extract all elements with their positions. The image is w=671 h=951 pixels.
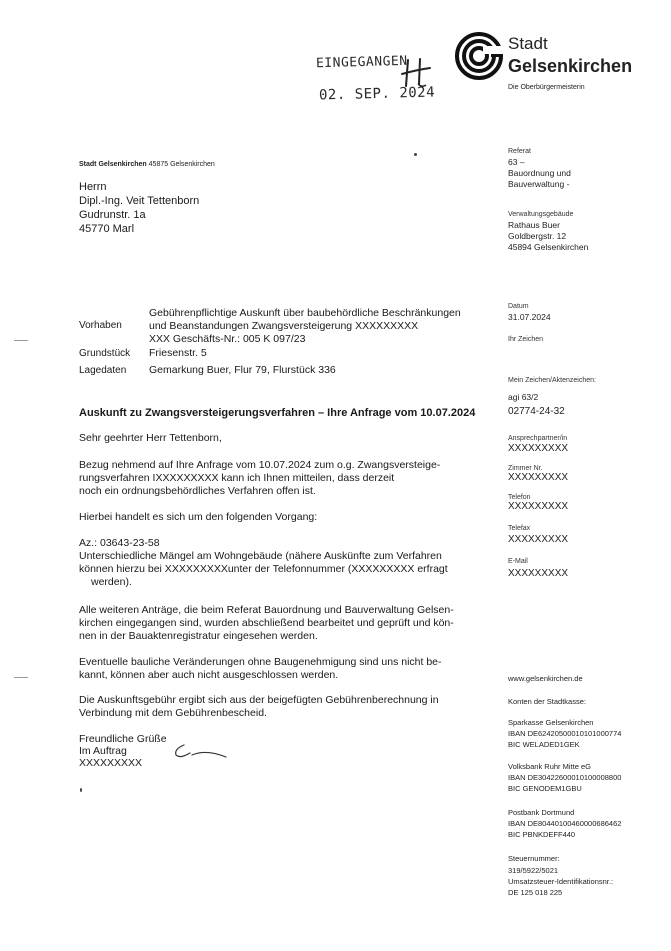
- fold-mark: [14, 677, 28, 678]
- bank-name: Sparkasse Gelsenkirchen: [508, 718, 594, 727]
- speck-mark: [414, 153, 417, 156]
- received-stamp-date: 02. SEP. 2024: [318, 84, 436, 104]
- paragraph-line: Die Auskunftsgebühr ergibt sich aus der beigefügten Gebührenberechnung in: [79, 694, 439, 706]
- vorhaben-line: Gebührenpflichtige Auskunft über baubehördliche Beschränkungen: [149, 307, 461, 319]
- brand-city: Gelsenkirchen: [508, 56, 633, 76]
- lagedaten-label: Lagedaten: [79, 365, 127, 376]
- tax-label: Steuernummer:: [508, 854, 560, 863]
- contact-value: XXXXXXXXX: [508, 568, 569, 579]
- sender-address: 45875 Gelsenkirchen: [148, 161, 215, 168]
- building-label: Verwaltungsgebäude: [508, 211, 574, 218]
- referat-line: Bauordnung und: [508, 168, 571, 178]
- city-logo-icon: [455, 32, 503, 80]
- paragraph-line: Az.: 03643-23-58: [79, 537, 160, 549]
- salutation: Sehr geehrter Herr Tettenborn,: [79, 432, 222, 444]
- paragraph-line: werden).: [91, 576, 132, 588]
- tax-value: 319/5922/5021: [508, 866, 559, 875]
- paragraph-line: Unterschiedliche Mängel am Wohngebäude (nähere Auskünfte zum Verfahren: [79, 550, 442, 562]
- mein-zeichen-label: Mein Zeichen/Aktenzeichen:: [508, 377, 596, 384]
- contact-value: XXXXXXXXX: [508, 534, 569, 545]
- paragraph-line: Bezug nehmend auf Ihre Anfrage vom 10.07.2024 zum o.g. Zwangsversteige-: [79, 459, 441, 471]
- referat-line: Bauverwaltung -: [508, 179, 570, 189]
- vorhaben-label: Vorhaben: [79, 320, 122, 331]
- recipient-line: 45770 Marl: [79, 223, 135, 235]
- bank-bic: BIC WELADED1GEK: [508, 740, 580, 749]
- konten-label: Konten der Stadtkasse:: [508, 697, 586, 706]
- recipient-line: Dipl.-Ing. Veit Tettenborn: [79, 195, 200, 207]
- brand-subtitle: Die Oberbürgermeisterin: [508, 84, 585, 91]
- closing-line: XXXXXXXXX: [79, 757, 143, 769]
- referat-line: 63 –: [508, 157, 525, 167]
- paragraph-line: kannt, können aber auch nicht ausgeschlossen werden.: [79, 669, 339, 681]
- received-stamp: EINGEGANGEN: [315, 53, 408, 72]
- fold-mark: [14, 340, 28, 341]
- bank-name: Volksbank Ruhr Mitte eG: [508, 762, 591, 771]
- bank-bic: BIC PBNKDEFF440: [508, 830, 576, 839]
- contact-value: XXXXXXXXX: [508, 472, 569, 483]
- contact-label: Ansprechpartner/in: [508, 435, 568, 442]
- contact-label: Telefax: [508, 525, 531, 532]
- paragraph-line: Verbindung mit dem Gebührenbescheid.: [79, 707, 267, 719]
- vorhaben-line: XXX Geschäfts-Nr.: 005 K 097/23: [149, 333, 306, 345]
- contact-value: XXXXXXXXX: [508, 443, 569, 454]
- mein-zeichen-line: 02774-24-32: [508, 406, 565, 417]
- bank-iban: IBAN DE30422600010100008800: [508, 773, 622, 782]
- bank-iban: IBAN DE62420500010101000774: [508, 729, 622, 738]
- lagedaten-value: Gemarkung Buer, Flur 79, Flurstück 336: [149, 364, 336, 376]
- bank-bic: BIC GENODEM1GBU: [508, 784, 582, 793]
- paragraph-line: nen in der Bauaktenregistratur eingesehen werden.: [79, 630, 318, 642]
- speck-mark: [80, 788, 82, 792]
- bank-name: Postbank Dortmund: [508, 808, 575, 817]
- building-line: Rathaus Buer: [508, 220, 560, 230]
- paragraph-line: noch ein ordnungsbehördliches Verfahren offen ist.: [79, 485, 316, 497]
- grundstueck-label: Grundstück: [79, 348, 131, 359]
- recipient-line: Gudrunstr. 1a: [79, 209, 146, 221]
- closing-line: Im Auftrag: [79, 745, 127, 757]
- referat-label: Referat: [508, 148, 531, 155]
- bank-iban: IBAN DE80440100460000686462: [508, 819, 622, 828]
- ust-label: Umsatzsteuer-Identifikationsnr.:: [508, 877, 614, 886]
- sender-name: Stadt Gelsenkirchen: [79, 161, 147, 168]
- building-line: Goldbergstr. 12: [508, 231, 567, 241]
- closing-line: Freundliche Grüße: [79, 733, 167, 745]
- sender-line: [79, 161, 215, 168]
- paragraph-line: Hierbei handelt es sich um den folgenden Vorgang:: [79, 511, 318, 523]
- building-line: 45894 Gelsenkirchen: [508, 242, 589, 252]
- contact-label: Telefon: [508, 494, 531, 501]
- brand-stadt: Stadt: [508, 34, 548, 53]
- contact-value: XXXXXXXXX: [508, 501, 569, 512]
- website: www.gelsenkirchen.de: [508, 674, 583, 683]
- subject-line: Auskunft zu Zwangsversteigerungsverfahren – Ihre Anfrage vom 10.07.2024: [79, 407, 476, 419]
- paragraph-line: Eventuelle bauliche Veränderungen ohne Baugenehmigung sind uns nicht be-: [79, 656, 442, 668]
- paragraph-line: Alle weiteren Anträge, die beim Referat Bauordnung und Bauverwaltung Gelsen-: [79, 604, 454, 616]
- ust-value: DE 125 018 225: [508, 888, 563, 897]
- handwritten-initials-icon: [400, 56, 434, 90]
- grundstueck-value: Friesenstr. 5: [149, 347, 207, 359]
- recipient-line: Herrn: [79, 181, 107, 193]
- vorhaben-line: und Beanstandungen Zwangsversteigerung XXXXXXXXX: [149, 320, 419, 332]
- date-value: 31.07.2024: [508, 312, 551, 322]
- signature-icon: [170, 741, 230, 763]
- paragraph-line: kirchen eingegangen sind, wurden abschließend bearbeitet und geprüft und kön-: [79, 617, 454, 629]
- ihr-zeichen-label: Ihr Zeichen: [508, 336, 544, 343]
- paragraph-line: können hierzu bei XXXXXXXXXunter der Telefonnummer (XXXXXXXXX erfragt: [79, 563, 448, 575]
- contact-label: E-Mail: [508, 558, 528, 565]
- date-label: Datum: [508, 303, 529, 310]
- contact-label: Zimmer Nr.: [508, 465, 543, 472]
- paragraph-line: rungsverfahren IXXXXXXXXX kann ich Ihnen mitteilen, dass derzeit: [79, 472, 395, 484]
- mein-zeichen-line: agi 63/2: [508, 392, 539, 402]
